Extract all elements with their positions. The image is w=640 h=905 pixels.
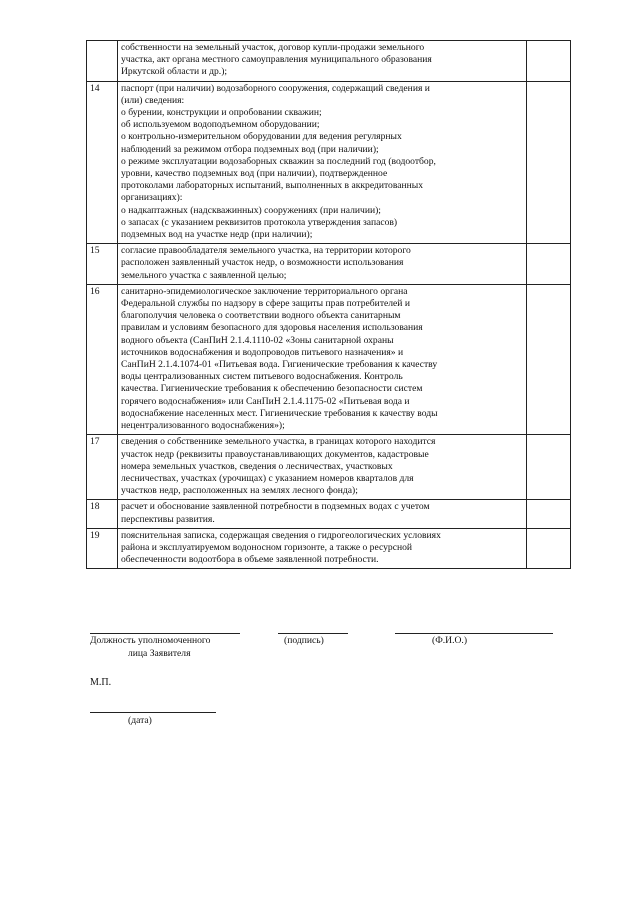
row-text-line: обеспеченности водоотбора в объеме заявленной потребности. [121, 554, 379, 566]
table-row [87, 435, 571, 500]
row-text-line: о режиме эксплуатации водозаборных скважин за последний год (водоотбор, [121, 155, 436, 167]
row-text-line: нецентрализованного водоснабжения»); [121, 420, 285, 432]
row-text-line: собственности на земельный участок, договор купли-продажи земельного [121, 42, 425, 53]
row-text [118, 435, 527, 500]
table-row [87, 81, 571, 244]
row-text-line: сведения о собственнике земельного участка, в границах которого находится [121, 436, 436, 448]
signature-label: (подпись) [284, 635, 324, 646]
row-number: 19 [87, 528, 118, 569]
stamp-label: М.П. [90, 677, 112, 688]
row-text-line: номера земельных участков, сведения о лесничествах, участковых [121, 460, 393, 472]
row-mark-cell [527, 41, 571, 82]
position-label: Должность уполномоченного [90, 635, 211, 646]
date-line [90, 712, 216, 713]
row-text-line: благополучия человека о соответствии водного объекта санитарным [121, 310, 401, 322]
row-text-line: источников водоснабжения и водопроводов питьевого назначения» и [121, 346, 404, 358]
signature-line [278, 633, 348, 634]
row-text-line: протоколами лабораторных испытаний, выполненных в аккредитованных [121, 180, 424, 192]
position-line [90, 633, 240, 634]
row-text [118, 244, 527, 285]
date-label: (дата) [128, 715, 152, 726]
row-text-line: водного объекта (СанПиН 2.1.4.1110-02 «Зоны санитарной охраны [121, 334, 394, 346]
row-mark-cell [527, 284, 571, 434]
table-row [87, 528, 571, 569]
row-text-line: пояснительная записка, содержащая сведения о гидрогеологических условиях [121, 529, 441, 541]
row-text-line: водоснабжение населенных мест. Гигиенические требования к качеству воды [121, 407, 438, 419]
row-text-line: о запасах (с указанием реквизитов протокола утверждения запасов) [121, 216, 398, 228]
row-text-line: подземных вод на участке недр (при наличии); [121, 229, 313, 241]
name-label: (Ф.И.О.) [432, 635, 468, 646]
row-number: 15 [87, 244, 118, 285]
row-text-line: согласие правообладателя земельного участка, на территории которого [121, 245, 411, 257]
row-text-line: организациях): [121, 192, 183, 204]
row-text [118, 500, 527, 528]
row-text-line: участка, акт органа местного самоуправления муниципального образования [121, 54, 432, 66]
row-text-line: лесничествах, участках (урочищах) с указанием номеров кварталов для [121, 472, 414, 484]
row-text [118, 41, 527, 82]
row-text-line: качества. Гигиенические требования к обеспечению безопасности систем [121, 383, 423, 395]
row-text-line: правилам и условиям безопасного для здоровья населения использования [121, 322, 423, 334]
table-row [87, 244, 571, 285]
row-text-line: наблюдений за режимом отбора подземных вод (при наличии); [121, 143, 379, 155]
row-text-line: об используемом водоподъемном оборудовании; [121, 119, 320, 131]
row-number [87, 41, 118, 82]
row-text [118, 284, 527, 434]
row-text-line: расчет и обоснование заявленной потребности в подземных водах с учетом [121, 501, 430, 513]
row-text-line: Федеральной службы по надзору в сфере защиты прав потребителей и [121, 298, 410, 310]
row-number: 16 [87, 284, 118, 434]
row-text-line: перспективы развития. [121, 513, 215, 525]
row-text-line: о контрольно-измерительном оборудовании для ведения регулярных [121, 131, 402, 143]
row-text-line: о бурении, конструкции и опробовании скважин; [121, 107, 322, 119]
table-row [87, 284, 571, 434]
name-line [395, 633, 553, 634]
row-mark-cell [527, 435, 571, 500]
table-row [87, 41, 571, 82]
row-number: 17 [87, 435, 118, 500]
row-number: 18 [87, 500, 118, 528]
row-text [118, 81, 527, 244]
row-text-line: горячего водоснабжения» или СанПиН 2.1.4.1175-02 «Питьевая вода и [121, 395, 410, 407]
row-text [118, 528, 527, 569]
row-mark-cell [527, 528, 571, 569]
row-text-line: уровни, качество подземных вод (при наличии), подтвержденное [121, 168, 388, 180]
row-mark-cell [527, 81, 571, 244]
row-mark-cell [527, 244, 571, 285]
position-label-2: лица Заявителя [128, 648, 191, 659]
row-text-line: СанПиН 2.1.4.1074-01 «Питьевая вода. Гигиенические требования к качеству [121, 359, 438, 371]
row-text-line: участок недр (реквизиты правоустанавливающих документов, кадастровые [121, 448, 429, 460]
row-text-line: участков недр, расположенных на землях лесного фонда); [121, 485, 358, 497]
row-text-line: (или) сведения: [121, 94, 185, 106]
row-text-line: района и эксплуатируемом водоносном горизонте, а также о ресурсной [121, 541, 413, 553]
row-text-line: Иркутской области и др.); [121, 66, 228, 78]
row-text-line: воды централизованных систем питьевого водоснабжения. Контроль [121, 371, 403, 383]
row-text-line: о надкаптажных (надскважинных) сооружениях (при наличии); [121, 204, 381, 216]
row-text-line: паспорт (при наличии) водозаборного сооружения, содержащий сведения и [121, 82, 430, 94]
row-text-line: расположен заявленный участок недр, о возможности использования [121, 257, 404, 269]
row-text-line: земельного участка с заявленной целью; [121, 269, 287, 281]
documents-table [86, 40, 571, 569]
row-number: 14 [87, 81, 118, 244]
row-mark-cell [527, 500, 571, 528]
table-row [87, 500, 571, 528]
row-text-line: санитарно-эпидемиологическое заключение территориального органа [121, 285, 408, 297]
